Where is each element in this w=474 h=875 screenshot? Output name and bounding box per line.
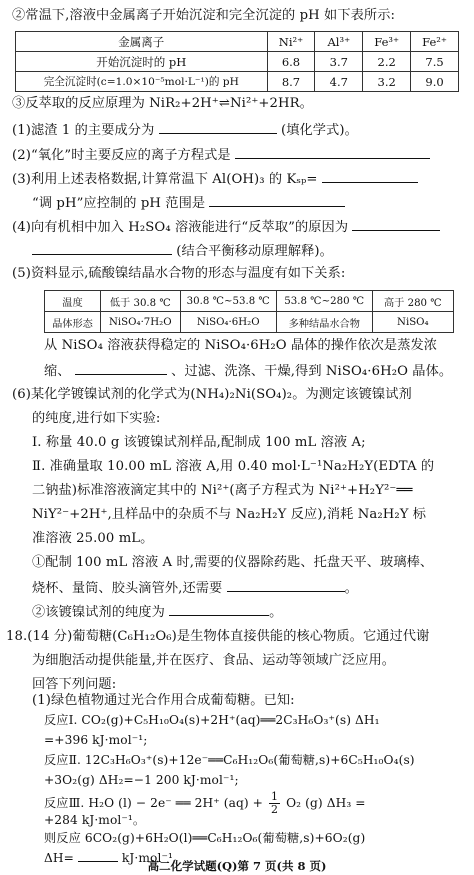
question-3b [32,192,345,214]
page-footer: 高二化学试题(Q)第 7 页(共 8 页) [147,859,327,873]
answer-blank[interactable] [322,168,418,183]
question-5-line2b: 、过滤、洗涤、干燥,得到 NiSO₄·6H₂O 晶体。 [171,364,453,379]
reaction-1: 反应Ⅰ. CO₂(g)+C₅H₁₀O₄(s)+2H⁺(aq)══2C₃H₆O₃⁺(s) ΔH₁ [44,713,380,727]
answer-blank[interactable] [159,119,277,134]
table-cell: NiSO₄ [372,312,453,333]
table-cell: 53.8 ℃~280 ℃ [276,291,372,312]
answer-blank[interactable] [32,240,172,255]
question-3a [12,168,418,190]
reaction-3-enthalpy: +284 kJ·mol⁻¹。 [44,813,146,827]
table-cell: 30.8 ℃~53.8 ℃ [180,291,276,312]
crystal-form-table [44,290,454,333]
table-cell: 4.7 [315,72,363,92]
question-6-step2: Ⅱ. 准确量取 10.00 mL 溶液 A,用 0.40 mol·L⁻¹Na₂H₂Y(EDTA 的 [32,459,435,474]
header-cell: Ni²⁺ [267,32,315,52]
question-6-sub2: ②该镀镍试剂的纯度为 。 [32,601,282,623]
table-cell: NiSO₄·6H₂O [180,312,276,333]
table-cell: 3.2 [363,72,411,92]
question-2 [12,144,430,166]
table-cell: 9.0 [411,72,459,92]
question-6-sub2-text: ②该镀镍试剂的纯度为 [32,605,165,620]
question-6-line1: (6)某化学镀镍试剂的化学式为(NH₄)₂Ni(SO₄)₂。为测定该镀镍试剂 [12,387,412,402]
header-cell: Al³⁺ [315,32,363,52]
overall-enthalpy-unit: kJ·mol⁻¹。 [121,851,186,865]
question-1-tail: (填化学式)。 [280,123,358,138]
answer-blank[interactable] [75,360,167,375]
question-6-line5: 二钠盐)标准溶液滴定其中的 Ni²⁺(离子方程式为 Ni²⁺+H₂Y²⁻══ [32,483,413,498]
answer-blank[interactable] [227,577,345,592]
table-cell: 2.2 [363,52,411,72]
question-1-text: (1)滤渣 1 的主要成分为 [12,123,155,138]
question-6-sub1-line2: 烧杯、量筒、胶头滴管外,还需要 。 [32,577,358,599]
reaction-2-enthalpy: +3O₂(g) ΔH₂=−1 200 kJ·mol⁻¹; [44,773,239,787]
table-cell: 高于 280 ℃ [372,291,453,312]
question-3a-text: (3)利用上述表格数据,计算常温下 Al(OH)₃ 的 Kₛₚ= [12,172,318,187]
row-label: 完全沉淀时(c=1.0×10⁻⁵mol·L⁻¹)的 pH [16,72,268,92]
question-4b-text: (结合平衡移动原理解释)。 [176,244,333,259]
fraction-numerator: 1 [270,790,279,803]
question-4a-text: (4)向有机相中加入 H₂SO₄ 溶液能进行“反萃取”的原因为 [12,220,349,235]
header-cell: Fe³⁺ [363,32,411,52]
question-6-sub1: ①配制 100 mL 溶液 A 时,需要的仪器除药匙、托盘天平、玻璃棒、 [32,555,434,570]
table-cell: 多种结晶水合物 [276,312,372,333]
table-intro: ②常温下,溶液中金属离子开始沉淀和完全沉淀的 pH 如下表所示: [12,8,396,23]
question-6-line7: 准溶液 25.00 mL。 [32,531,154,546]
reaction-1-enthalpy: =+396 kJ·mol⁻¹; [44,733,148,747]
reaction-3-right: O₂ (g) ΔH₃ = [286,796,366,810]
question-6-line6: NiY²⁻+2H⁺,且样品中的杂质不与 Na₂H₂Y 反应),消耗 Na₂H₂Y 标 [32,507,427,522]
answer-blank[interactable] [209,192,345,207]
precipitation-ph-table [15,31,459,92]
fraction-denominator: 2 [270,803,279,816]
table-cell: NiSO₄·7H₂O [100,312,180,333]
question-5-line2 [44,360,452,382]
header-cell: 金属离子 [16,32,268,52]
table-cell: 温度 [45,291,101,312]
question-18-line2: 为细胞活动提供能量,并在医疗、食品、运动等领域广泛应用。 [32,653,396,668]
row-label: 开始沉淀时的 pH [16,52,268,72]
question-6-step1: Ⅰ. 称量 40.0 g 该镀镍试剂样品,配制成 100 mL 溶液 A; [32,435,366,450]
table-cell: 6.8 [267,52,315,72]
question-18-part1: (1)绿色植物通过光合作用合成葡萄糖。已知: [32,693,295,708]
answer-blank[interactable] [352,216,440,231]
question-5-line2a: 缩、 [44,364,71,379]
table-cell: 8.7 [267,72,315,92]
table-cell: 3.7 [315,52,363,72]
question-2-text: (2)“氧化”时主要反应的离子方程式是 [12,148,231,163]
question-4a [12,216,440,238]
table-cell: 7.5 [411,52,459,72]
question-4b [32,240,333,262]
answer-blank[interactable] [235,144,430,159]
question-6-sub1-text: 烧杯、量筒、胶头滴管外,还需要 [32,581,223,596]
header-cell: Fe²⁺ [411,32,459,52]
reaction-3-left: 反应Ⅲ. H₂O (l) − 2e⁻ ══ 2H⁺ (aq) + [44,796,263,810]
overall-enthalpy-label: ΔH= [44,851,74,865]
table-cell: 低于 30.8 ℃ [100,291,180,312]
question-1 [12,119,358,141]
fraction-half [269,791,280,816]
reaction-item3: ③反萃取的反应原理为 NiR₂+2H⁺⇌Ni²⁺+2HR。 [12,96,313,111]
question-6-line2: 的纯度,进行如下实验: [32,411,161,426]
table-cell: 晶体形态 [45,312,101,333]
overall-reaction: 则反应 6CO₂(g)+6H₂O(l)══C₆H₁₂O₆(葡萄糖,s)+6O₂(g) [44,831,366,845]
question-3b-text: “调 pH”应控制的 pH 范围是 [32,196,206,211]
question-5: (5)资料显示,硫酸镍结晶水合物的形态与温度有如下关系: [12,266,346,281]
question-18-line1: 18.(14 分)葡萄糖(C₆H₁₂O₆)是生物体直接供能的核心物质。它通过代谢 [6,629,430,644]
question-18-line3: 回答下列问题: [32,677,117,692]
question-5-line1: 从 NiSO₄ 溶液获得稳定的 NiSO₄·6H₂O 晶体的操作依次是蒸发浓 [44,338,438,353]
reaction-2: 反应Ⅱ. 12C₃H₆O₃⁺(s)+12e⁻══C₆H₁₂O₆(葡萄糖,s)+6C₅H₁₀O₄(s) [44,753,415,767]
answer-blank[interactable] [169,601,269,616]
